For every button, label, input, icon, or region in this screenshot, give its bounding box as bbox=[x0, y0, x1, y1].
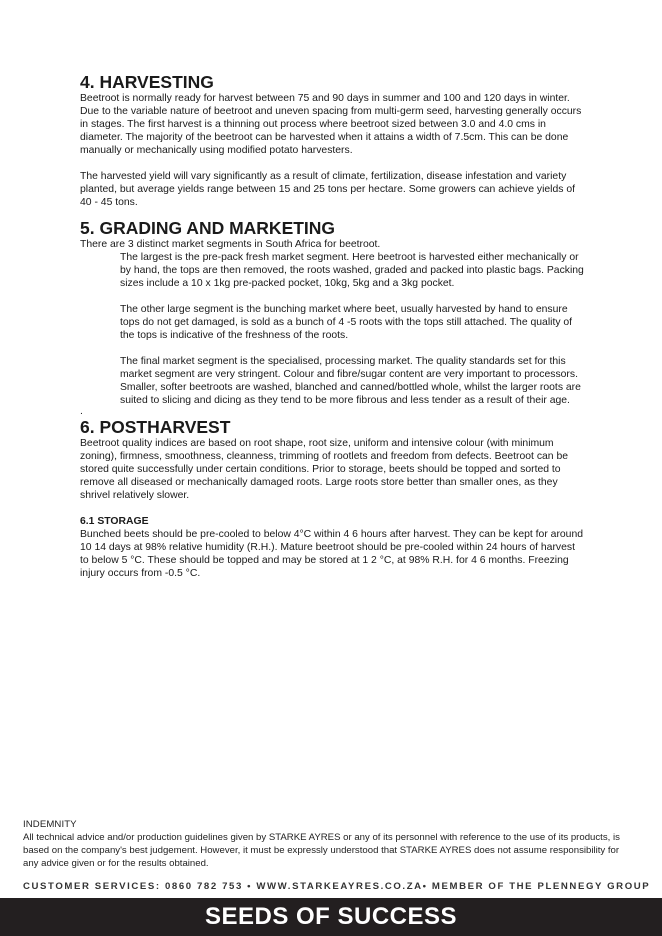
section-harvesting bbox=[80, 72, 585, 209]
list-item-text: The final market segment is the specialised, processing market. The quality standards set for this market segment are very stringent. Colour and fibre/sugar content are very important to processors. Smaller, softer beetroots are washed, blanched and canned/bottled whole, whilst the larger roots are suited to slicing and dicing as they tend to be more fibrous and less tender as a result of their age. bbox=[120, 356, 581, 406]
list-item bbox=[80, 251, 585, 290]
contact-line: CUSTOMER SERVICES: 0860 782 753 • WWW.STARKEAYRES.CO.ZA• MEMBER OF THE PLENNEGY GROUP bbox=[23, 881, 651, 892]
heading-storage: 6.1 STORAGE bbox=[80, 516, 149, 527]
heading-postharvest: 6. POSTHARVEST bbox=[80, 417, 231, 437]
indemnity-text: All technical advice and/or production guidelines given by STARKE AYRES or any of its personnel with reference to the use of its products, is based on the company's best judgement. However, it must be expressly understood that STARKE AYRES does not assume responsibility for any advice given or for the results obtained. bbox=[23, 832, 620, 869]
indemnity-block bbox=[23, 818, 635, 870]
postharvest-paragraph: Beetroot quality indices are based on root shape, root size, uniform and intensive colour (with minimum zoning), firmness, smoothness, cleanness, trimming of rootlets and freedom from defects. Beetroot can be stored quite successfully under certain conditions. Prior to storage, beets should be topped and sorted to remove all diseased or mechanically damaged roots. Large roots store better than smaller ones, as they shrivel relatively slower. bbox=[80, 438, 569, 501]
harvesting-paragraph-2: The harvested yield will vary significantly as a result of climate, fertilization, disease infestation and variety planted, but average yields range between 15 and 25 tons per hectare. Some growers can achieve yields of 40 - 45 tons. bbox=[80, 171, 576, 208]
seeds-of-success-banner: SEEDS OF SUCCESS bbox=[0, 898, 662, 936]
market-segment-list bbox=[80, 251, 585, 407]
list-item bbox=[80, 355, 585, 407]
harvesting-paragraph-1: Beetroot is normally ready for harvest between 75 and 90 days in summer and 100 and 120 days in winter. Due to the variable nature of beetroot and uneven spacing from multi-germ seed, harvesting generally occurs in stages. The first harvest is a thinning out process where beetroot sized between 3.0 and 4.0 cms in diameter. The majority of the beetroot can be harvested when it attains a width of 7.5cm. This can be done manually or mechanically using modified potato harvesters. bbox=[80, 93, 582, 156]
heading-grading-marketing: 5. GRADING AND MARKETING bbox=[80, 218, 336, 238]
section-postharvest bbox=[80, 417, 585, 580]
list-item-text: The largest is the pre-pack fresh market segment. Here beetroot is harvested either mechanically or by hand, the tops are then removed, the roots washed, graded and packed into plastic bags. Packing sizes include a 10 x 1kg pre-packed pocket, 10kg, 5kg and a 3kg pocket. bbox=[120, 252, 584, 289]
heading-harvesting: 4. HARVESTING bbox=[80, 72, 214, 92]
document-body bbox=[80, 72, 585, 580]
grading-intro: There are 3 distinct market segments in South Africa for beetroot. bbox=[80, 239, 381, 250]
storage-paragraph: Bunched beets should be pre-cooled to below 4°C within 4 6 hours after harvest. They can be kept for around 10 14 days at 98% relative humidity (R.H.). Mature beetroot should be pre-cooled within 24 hours of harvest to below 5 °C. These should be topped and may be stored at 1 2 °C, at 98% R.H. for 4 6 months. Freezing injury occurs from -0.5 °C. bbox=[80, 529, 584, 579]
indemnity-title: INDEMNITY bbox=[23, 819, 77, 830]
list-item bbox=[80, 303, 585, 342]
trailing-dot: . bbox=[80, 406, 83, 417]
list-item-text: The other large segment is the bunching market where beet, usually harvested by hand to ensure tops do not get damaged, is sold as a bunch of 4 -5 roots with the tops still attached. The quality of the tops is indicative of the freshness of the roots. bbox=[120, 304, 573, 341]
section-grading-marketing bbox=[80, 218, 585, 417]
